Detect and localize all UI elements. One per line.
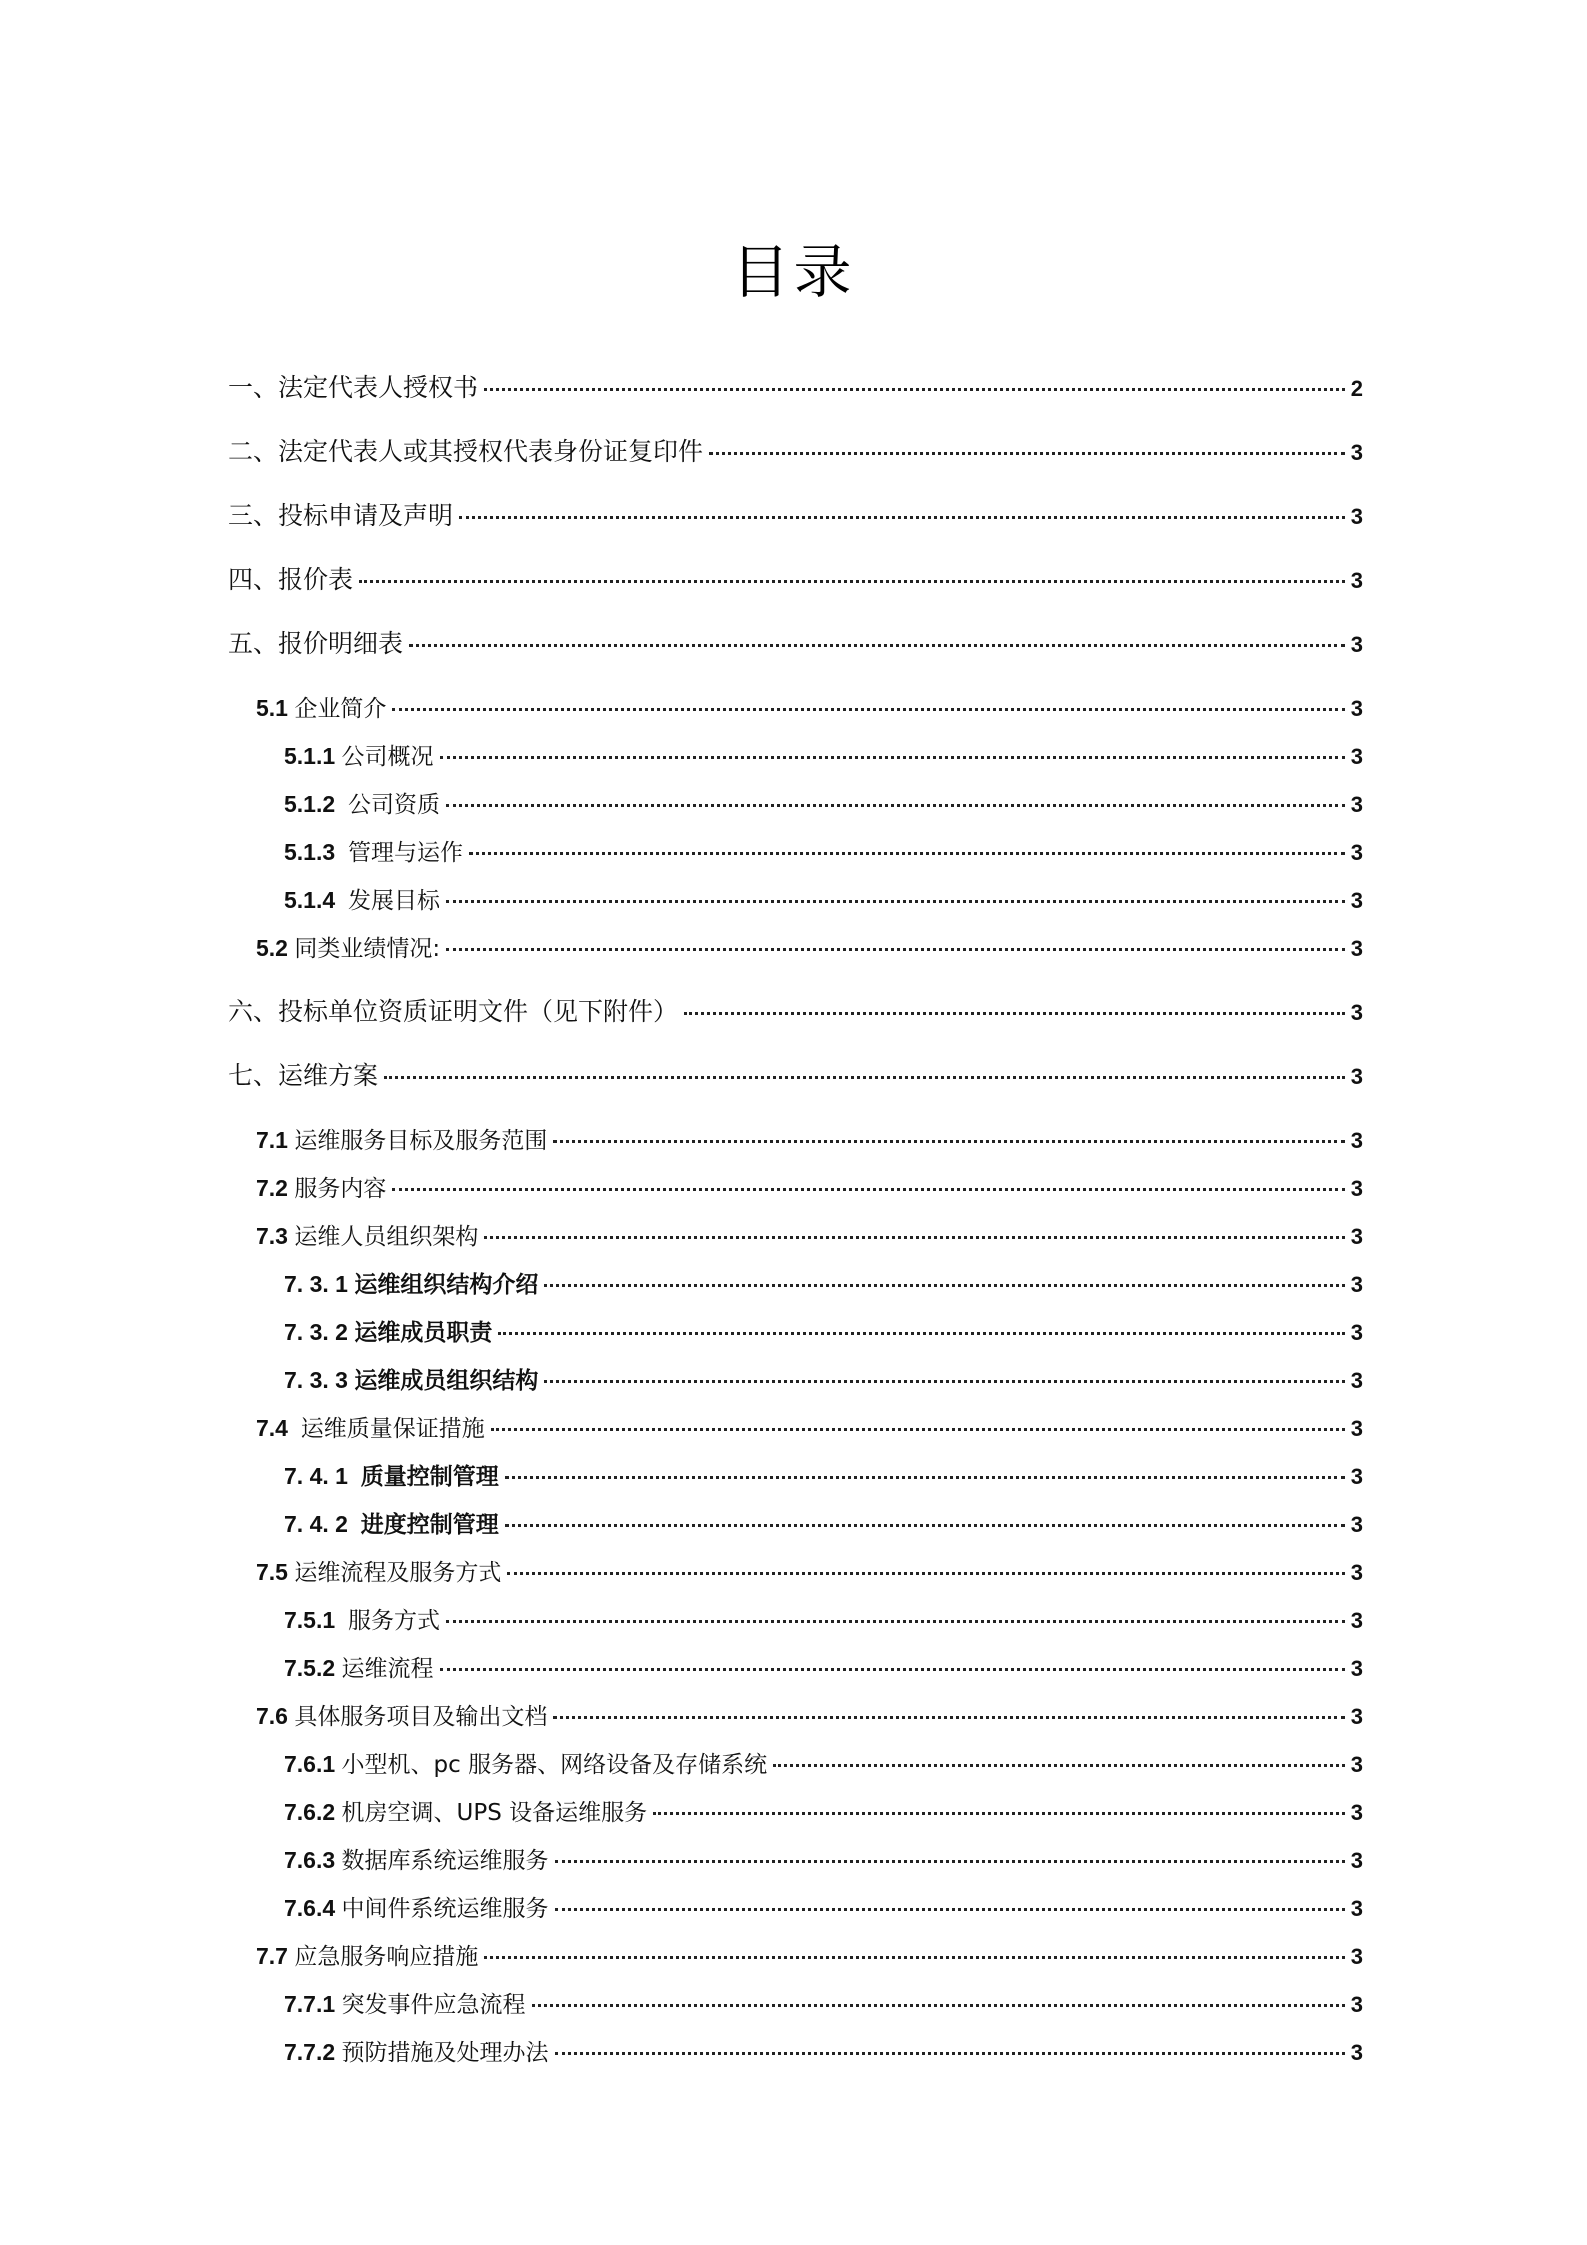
toc-entry-page-number: 3 <box>1350 1800 1363 1825</box>
toc-entry-text: 三、投标申请及声明 <box>228 501 454 530</box>
toc-entry-text: 七、运维方案 <box>228 1061 379 1090</box>
toc-entry[interactable] <box>284 787 1363 821</box>
toc-entry[interactable] <box>284 1891 1363 1925</box>
toc-entry-number: 7.5 <box>256 1559 295 1585</box>
toc-entry-number: 7.7.2 <box>284 2039 342 2065</box>
dot-leader <box>484 388 1345 391</box>
toc-entry[interactable] <box>228 627 1363 661</box>
toc-entry-number: 7.6.3 <box>284 1847 342 1873</box>
toc-entry-text: 预防措施及处理办法 <box>341 2040 549 2066</box>
toc-entry-page-number: 3 <box>1350 504 1363 529</box>
toc-entry-text: 运维服务目标及服务范围 <box>294 1128 548 1154</box>
toc-entry-number: 7. 3. 1 <box>284 1271 355 1297</box>
toc-entry[interactable] <box>256 1219 1363 1253</box>
toc-entry-text: 中间件系统运维服务 <box>341 1896 549 1922</box>
toc-entry-text: 运维质量保证措施 <box>300 1416 485 1442</box>
toc-entry[interactable] <box>228 371 1363 405</box>
toc-entry[interactable] <box>284 1363 1363 1397</box>
toc-entry-page-number: 3 <box>1350 1944 1363 1969</box>
dot-leader <box>773 1764 1345 1767</box>
toc-entry-page-number: 3 <box>1350 888 1363 913</box>
toc-entry-number: 5.1.4 <box>284 887 348 913</box>
dot-leader <box>498 1332 1344 1335</box>
toc-entry-number: 7. 3. 3 <box>284 1367 355 1393</box>
dot-leader <box>555 1860 1345 1863</box>
toc-entry-text: 突发事件应急流程 <box>341 1992 526 2018</box>
toc-entry-number: 7. 4. 2 <box>284 1511 361 1537</box>
toc-entry-text: 运维成员组织结构 <box>354 1368 539 1394</box>
toc-entry-number: 7.6.4 <box>284 1895 342 1921</box>
toc-entry-number: 7.5.2 <box>284 1655 342 1681</box>
toc-entry-page-number: 3 <box>1350 1992 1363 2017</box>
dot-leader <box>484 1956 1344 1959</box>
dot-leader <box>359 580 1345 583</box>
dot-leader <box>484 1236 1344 1239</box>
toc-entry[interactable] <box>284 2035 1363 2069</box>
toc-entry-page-number: 3 <box>1350 1560 1363 1585</box>
dot-leader <box>555 2052 1345 2055</box>
toc-entry[interactable] <box>256 1939 1363 1973</box>
toc-entry-text: 机房空调、UPS 设备运维服务 <box>341 1800 648 1826</box>
toc-entry-text: 五、报价明细表 <box>228 629 404 658</box>
toc-entry[interactable] <box>256 1123 1363 1157</box>
toc-entry-page-number: 3 <box>1350 1224 1363 1249</box>
toc-entry-text: 运维流程 <box>341 1656 434 1682</box>
toc-entry[interactable] <box>256 1171 1363 1205</box>
toc-entry[interactable] <box>256 1411 1363 1445</box>
toc-entry-page-number: 3 <box>1350 632 1363 657</box>
toc-entry-text: 运维组织结构介绍 <box>354 1272 539 1298</box>
toc-entry-text: 运维人员组织架构 <box>294 1224 479 1250</box>
dot-leader <box>440 756 1345 759</box>
toc-entry[interactable] <box>284 1459 1363 1493</box>
toc-entry[interactable] <box>284 835 1363 869</box>
dot-leader <box>459 516 1345 519</box>
toc-entry-number: 5.1.1 <box>284 743 342 769</box>
toc-entry-text: 小型机、pc 服务器、网络设备及存储系统 <box>341 1752 768 1778</box>
toc-entry-number: 7. 3. 2 <box>284 1319 355 1345</box>
toc-entry-text: 公司资质 <box>347 792 440 818</box>
toc-entry-number: 7. 4. 1 <box>284 1463 361 1489</box>
toc-entry-text: 服务方式 <box>347 1608 440 1634</box>
toc-entry-text: 运维流程及服务方式 <box>294 1560 502 1586</box>
toc-entry[interactable] <box>228 435 1363 469</box>
dot-leader <box>684 1012 1345 1015</box>
toc-entry-text: 公司概况 <box>341 744 434 770</box>
toc-entry-number: 5.2 <box>256 935 295 961</box>
toc-entry[interactable] <box>228 1059 1363 1093</box>
toc-entry[interactable] <box>284 1747 1363 1781</box>
toc-entry[interactable] <box>284 1603 1363 1637</box>
dot-leader <box>469 852 1345 855</box>
toc-entry-text: 同类业绩情况: <box>294 936 441 962</box>
toc-entry[interactable] <box>284 1843 1363 1877</box>
dot-leader <box>505 1524 1345 1527</box>
toc-entry-number: 7.2 <box>256 1175 295 1201</box>
toc-entry-page-number: 3 <box>1350 1128 1363 1153</box>
dot-leader <box>491 1428 1345 1431</box>
toc-entry-page-number: 3 <box>1350 1512 1363 1537</box>
toc-entry-number: 7.7.1 <box>284 1991 342 2017</box>
dot-leader <box>446 1620 1345 1623</box>
toc-entry[interactable] <box>256 1699 1363 1733</box>
dot-leader <box>505 1476 1345 1479</box>
toc-entry-page-number: 3 <box>1350 1752 1363 1777</box>
toc-entry-text: 数据库系统运维服务 <box>341 1848 549 1874</box>
toc-entry-number: 7.6 <box>256 1703 295 1729</box>
toc-entry-page-number: 3 <box>1350 568 1363 593</box>
dot-leader <box>446 804 1345 807</box>
toc-entry-text: 具体服务项目及输出文档 <box>294 1704 548 1730</box>
page-title: 目录 <box>731 238 856 306</box>
dot-leader <box>409 644 1345 647</box>
toc-entry[interactable] <box>284 1267 1363 1301</box>
toc-entry[interactable] <box>256 691 1363 725</box>
toc-entry-text: 质量控制管理 <box>360 1464 499 1490</box>
toc-entry-page-number: 3 <box>1350 744 1363 769</box>
dot-leader <box>392 1188 1344 1191</box>
toc-entry-text: 管理与运作 <box>347 840 463 866</box>
dot-leader <box>392 708 1344 711</box>
toc-entry-page-number: 3 <box>1350 1656 1363 1681</box>
toc-entry[interactable] <box>228 563 1363 597</box>
toc-entry-page-number: 3 <box>1350 2040 1363 2065</box>
toc-entry-page-number: 3 <box>1350 696 1363 721</box>
dot-leader <box>553 1140 1344 1143</box>
toc-entry-number: 7.7 <box>256 1943 295 1969</box>
toc-entry-text: 六、投标单位资质证明文件（见下附件） <box>228 997 679 1026</box>
toc-entry-text: 服务内容 <box>294 1176 387 1202</box>
toc-entry[interactable] <box>284 1987 1363 2021</box>
toc-entry-number: 7.3 <box>256 1223 295 1249</box>
toc-entry-page-number: 3 <box>1350 440 1363 465</box>
toc-entry-page-number: 3 <box>1350 1464 1363 1489</box>
dot-leader <box>544 1284 1344 1287</box>
toc-entry-page-number: 2 <box>1350 376 1363 401</box>
toc-entry-number: 5.1 <box>256 695 295 721</box>
dot-leader <box>532 2004 1345 2007</box>
toc-entry-text: 运维成员职责 <box>354 1320 493 1346</box>
toc-entry-text: 一、法定代表人授权书 <box>228 373 479 402</box>
toc-entry-page-number: 3 <box>1350 1064 1363 1089</box>
toc-entry-text: 四、报价表 <box>228 565 354 594</box>
toc-entry-page-number: 3 <box>1350 840 1363 865</box>
dot-leader <box>553 1716 1344 1719</box>
dot-leader <box>440 1668 1345 1671</box>
toc-entry-page-number: 3 <box>1350 792 1363 817</box>
dot-leader <box>544 1380 1344 1383</box>
dot-leader <box>507 1572 1344 1575</box>
toc-entry-text: 发展目标 <box>347 888 440 914</box>
toc-entry-page-number: 3 <box>1350 1272 1363 1297</box>
toc-entry-number: 7.1 <box>256 1127 295 1153</box>
dot-leader <box>384 1076 1345 1079</box>
toc-entry-text: 应急服务响应措施 <box>294 1944 479 1970</box>
toc-entry[interactable] <box>284 883 1363 917</box>
toc-entry-page-number: 3 <box>1350 1416 1363 1441</box>
toc-entry[interactable] <box>284 1651 1363 1685</box>
dot-leader <box>446 900 1345 903</box>
toc-entry[interactable] <box>284 1795 1363 1829</box>
toc-entry[interactable] <box>256 1555 1363 1589</box>
toc-entry-page-number: 3 <box>1350 1848 1363 1873</box>
toc-entry[interactable] <box>284 1315 1363 1349</box>
dot-leader <box>653 1812 1345 1815</box>
toc-entry[interactable] <box>284 739 1363 773</box>
toc-entry-page-number: 3 <box>1350 1608 1363 1633</box>
toc-entry-page-number: 3 <box>1350 1176 1363 1201</box>
toc-entry-page-number: 3 <box>1350 1704 1363 1729</box>
toc-entry-page-number: 3 <box>1350 1896 1363 1921</box>
toc-entry-text: 企业简介 <box>294 696 387 722</box>
toc-entry-page-number: 3 <box>1350 936 1363 961</box>
dot-leader <box>555 1908 1345 1911</box>
toc-entry-number: 7.6.2 <box>284 1799 342 1825</box>
toc-entry-number: 5.1.2 <box>284 791 348 817</box>
toc-entry-number: 5.1.3 <box>284 839 348 865</box>
toc-entry[interactable] <box>284 1507 1363 1541</box>
dot-leader <box>446 948 1345 951</box>
toc-entry[interactable] <box>228 499 1363 533</box>
toc-entry-text: 进度控制管理 <box>360 1512 499 1538</box>
toc-entry[interactable] <box>228 995 1363 1029</box>
toc-entry-page-number: 3 <box>1350 1368 1363 1393</box>
toc-entry-number: 7.6.1 <box>284 1751 342 1777</box>
toc-entry-page-number: 3 <box>1350 1000 1363 1025</box>
dot-leader <box>709 452 1345 455</box>
toc-entry-number: 7.5.1 <box>284 1607 348 1633</box>
toc-entry-text: 二、法定代表人或其授权代表身份证复印件 <box>228 437 704 466</box>
toc-entry-number: 7.4 <box>256 1415 301 1441</box>
toc-entry[interactable] <box>256 931 1363 965</box>
toc-entry-page-number: 3 <box>1350 1320 1363 1345</box>
